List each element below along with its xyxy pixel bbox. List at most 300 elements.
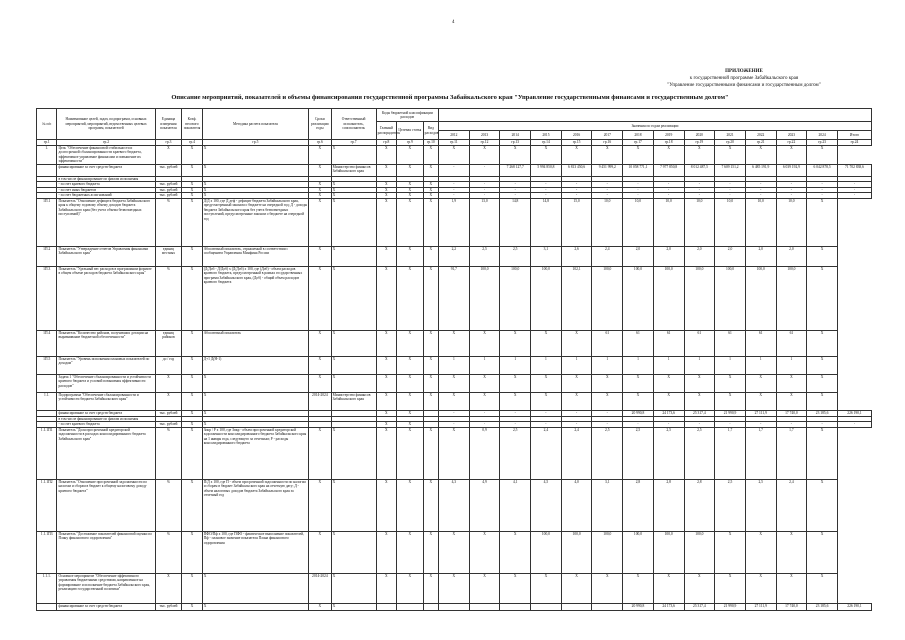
table-cell: X bbox=[182, 603, 202, 610]
table-row bbox=[37, 198, 872, 246]
table-cell: 2,8 bbox=[623, 479, 654, 531]
table-cell: 100,0 bbox=[684, 531, 715, 573]
table-cell: ПФО/Пф х 100, где ПФО - фактическое выполнение показателей, Пф - плановое значение показателя Плана финансового оздоровления bbox=[202, 531, 308, 573]
table-cell: X bbox=[397, 479, 424, 531]
table-cell: - bbox=[715, 193, 746, 198]
table-cell: X bbox=[623, 573, 654, 603]
table-cell: 2,5 bbox=[500, 427, 531, 479]
header-coef: Коэф. весового показателя bbox=[182, 109, 202, 140]
table-cell: X bbox=[592, 146, 623, 165]
table-cell: 2,4 bbox=[776, 479, 807, 531]
table-cell: 61 bbox=[745, 330, 776, 356]
table-cell: X bbox=[807, 246, 838, 266]
table-cell: - bbox=[592, 182, 623, 187]
table-cell: - bbox=[745, 193, 776, 198]
table-cell: X bbox=[182, 374, 202, 392]
table-cell: 2,0 bbox=[745, 246, 776, 266]
table-cell: 6 485 191,9 bbox=[745, 164, 776, 176]
table-cell: - bbox=[500, 193, 531, 198]
table-cell: X bbox=[531, 392, 562, 410]
table-cell: X bbox=[397, 198, 424, 246]
table-cell: 15,0 bbox=[561, 198, 592, 246]
table-cell: X bbox=[309, 427, 332, 479]
table-cell: X bbox=[397, 330, 424, 356]
table-cell: Цель "Обеспечение финансовой стабильности и долгосрочной сбалансированности краевого бюджета, эффективное управление финансами и повышение их эффективности" bbox=[57, 146, 155, 165]
table-cell: X bbox=[202, 182, 308, 187]
table-cell: - bbox=[592, 422, 623, 427]
table-cell: Показатель "Отношение дефицита бюджета Забайкальского края к общему годовому объему доходов бюджета Забайкальского края (без учета объема безвозмездных поступлений)" bbox=[57, 198, 155, 246]
table-cell: - bbox=[653, 193, 684, 198]
table-cell: - bbox=[592, 187, 623, 192]
table-cell: - bbox=[561, 187, 592, 192]
table-cell: 10,0 bbox=[592, 198, 623, 246]
table-cell: X bbox=[309, 198, 332, 246]
table-cell: X bbox=[776, 374, 807, 392]
table-cell: X bbox=[309, 246, 332, 266]
column-index-7: гр.8 bbox=[376, 140, 396, 146]
table-cell: X bbox=[807, 392, 838, 410]
column-index-17: гр.18 bbox=[653, 140, 684, 146]
table-cell: X bbox=[155, 573, 182, 603]
table-cell: - bbox=[500, 410, 531, 416]
table-cell: % bbox=[155, 266, 182, 330]
column-index-1: гр.2 bbox=[57, 140, 155, 146]
table-cell: 8 012 487,5 bbox=[684, 164, 715, 176]
column-index-11: гр.12 bbox=[469, 140, 500, 146]
table-cell: X bbox=[684, 146, 715, 165]
table-cell: - bbox=[592, 410, 623, 416]
table-cell: X bbox=[423, 392, 438, 410]
table-cell: 0,9 bbox=[469, 427, 500, 479]
table-cell: X bbox=[423, 374, 438, 392]
table-cell: 1 bbox=[469, 356, 500, 374]
table-cell: X bbox=[309, 193, 332, 198]
table-cell: - bbox=[439, 193, 470, 198]
table-cell: X bbox=[202, 422, 308, 427]
table-cell: X bbox=[182, 479, 202, 531]
header-code-3: Вид расходов bbox=[423, 122, 438, 140]
table-cell: X bbox=[397, 573, 424, 603]
table-cell: 2,5 bbox=[745, 479, 776, 531]
table-cell: X bbox=[439, 374, 470, 392]
table-cell: Показатель "Отношение просроченной задолженности по налогам и сборам в бюджет к общему налоговому доходу краевого бюджета" bbox=[57, 479, 155, 531]
table-cell: X bbox=[745, 531, 776, 573]
table-cell: X bbox=[500, 531, 531, 573]
table-cell: X bbox=[776, 392, 807, 410]
column-index-16: гр.17 bbox=[623, 140, 654, 146]
table-cell: 7 977 850,8 bbox=[653, 164, 684, 176]
table-cell: до / год bbox=[155, 356, 182, 374]
table-cell: 17 740,0 bbox=[776, 410, 807, 416]
table-cell: 2,5 bbox=[715, 479, 746, 531]
table-row bbox=[37, 392, 872, 410]
table-cell: 61 bbox=[715, 330, 746, 356]
table-cell: X bbox=[561, 573, 592, 603]
year-header-11: 2023 bbox=[776, 131, 807, 140]
table-cell: 100,0 bbox=[592, 266, 623, 330]
table-cell: - bbox=[653, 182, 684, 187]
table-cell: 10,0 bbox=[623, 198, 654, 246]
header-method: Методика расчета показателя bbox=[202, 109, 308, 140]
appendix-line-2: "Управление государственными финансами и государственным долгом" bbox=[667, 82, 821, 88]
table-cell: 102,1 bbox=[561, 266, 592, 330]
table-cell: 1 bbox=[684, 356, 715, 374]
table-cell: X bbox=[397, 164, 424, 176]
table-cell: - bbox=[684, 422, 715, 427]
table-cell: X bbox=[202, 193, 308, 198]
table-cell: X bbox=[397, 427, 424, 479]
table-cell: - за счет бюджетных ассигнований bbox=[57, 193, 155, 198]
table-cell: 2,2 bbox=[439, 246, 470, 266]
table-cell: X bbox=[745, 573, 776, 603]
table-cell bbox=[592, 603, 623, 610]
table-cell: 100,0 bbox=[623, 531, 654, 573]
table-cell: Д+1 Д(Н-1) bbox=[202, 356, 308, 374]
year-header-3: 2015 bbox=[531, 131, 562, 140]
table-cell: Абсолютный показатель, отражаемый в соответствии с сообщением Управления Минфина России bbox=[202, 246, 308, 266]
table-cell: X bbox=[182, 198, 202, 246]
column-index-8: гр.9 bbox=[397, 140, 424, 146]
table-cell: X bbox=[531, 374, 562, 392]
table-cell: - bbox=[776, 422, 807, 427]
table-cell: 24 173,6 bbox=[653, 603, 684, 610]
year-header-5: 2017 bbox=[592, 131, 623, 140]
table-cell: 4,3 bbox=[439, 479, 470, 531]
appendix-block bbox=[614, 69, 874, 89]
table-cell: 61 bbox=[653, 330, 684, 356]
table-cell: X bbox=[376, 427, 396, 479]
table-cell: X bbox=[531, 330, 562, 356]
table-cell: % bbox=[155, 427, 182, 479]
table-cell: 1.1.1П2 bbox=[37, 479, 57, 531]
table-cell bbox=[500, 603, 531, 610]
table-cell: 1 bbox=[592, 356, 623, 374]
header-name: Наименование целей, задач, подпрограмм, основных мероприятий, мероприятий, ведомственных целевых программ, показателей bbox=[57, 109, 155, 140]
table-cell: X bbox=[376, 410, 396, 416]
table-cell: - bbox=[715, 182, 746, 187]
table-cell: X bbox=[776, 146, 807, 165]
table-cell: X bbox=[376, 330, 396, 356]
table-cell: 2,0 bbox=[715, 246, 746, 266]
table-cell: X bbox=[309, 603, 332, 610]
table-cell: 17 740,0 bbox=[776, 603, 807, 610]
table-cell: X bbox=[715, 374, 746, 392]
table-cell: 1 bbox=[531, 356, 562, 374]
table-cell: 100,0 bbox=[531, 531, 562, 573]
table-cell: - bbox=[439, 410, 470, 416]
table-cell: X bbox=[592, 573, 623, 603]
table-cell: X bbox=[202, 146, 308, 165]
table-cell: X bbox=[423, 573, 438, 603]
table-cell: 9 451 999,2 bbox=[592, 164, 623, 176]
table-cell: 25 317,4 bbox=[684, 603, 715, 610]
table-cell: % bbox=[155, 531, 182, 573]
table-cell: X bbox=[439, 573, 470, 603]
table-cell: X bbox=[500, 392, 531, 410]
table-cell: Показатель "Количество районов, получивших дотации на выравнивание бюджетной обеспеченности" bbox=[57, 330, 155, 356]
table-cell: X bbox=[331, 193, 376, 198]
table-cell: X bbox=[423, 246, 438, 266]
table-cell: X bbox=[807, 374, 838, 392]
column-index-0: гр.1 bbox=[37, 140, 57, 146]
column-index-2: гр.3 bbox=[155, 140, 182, 146]
table-cell: X bbox=[376, 392, 396, 410]
year-header-2: 2014 bbox=[500, 131, 531, 140]
table-cell: X bbox=[439, 427, 470, 479]
table-cell: - bbox=[776, 187, 807, 192]
table-cell: % bbox=[155, 479, 182, 531]
table-cell: 10 058 771,1 bbox=[623, 164, 654, 176]
table-cell: X bbox=[423, 182, 438, 187]
table-cell: - bbox=[439, 182, 470, 187]
table-cell: X bbox=[439, 146, 470, 165]
table-row bbox=[37, 330, 872, 356]
table-cell: X bbox=[331, 182, 376, 187]
table-cell: 91,7 bbox=[439, 266, 470, 330]
table-row bbox=[37, 266, 872, 330]
year-header-7: 2019 bbox=[653, 131, 684, 140]
table-cell: 2,0 bbox=[684, 246, 715, 266]
table-cell: X bbox=[309, 356, 332, 374]
table-cell: - bbox=[623, 187, 654, 192]
table-cell: X bbox=[376, 198, 396, 246]
column-index-15: гр.16 bbox=[592, 140, 623, 146]
table-cell: X bbox=[715, 146, 746, 165]
table-cell: Показатель "Достижение показателей финансовой оценки по Плану финансового оздоровления" bbox=[57, 531, 155, 573]
header-unit: Единица измерения показателя bbox=[155, 109, 182, 140]
table-cell: 226 190,1 bbox=[837, 603, 871, 610]
table-cell: X bbox=[376, 479, 396, 531]
table-cell: финансирование за счет средств бюджета bbox=[57, 603, 155, 610]
table-cell: 10,0 bbox=[745, 198, 776, 246]
table-cell: 2014-2024 bbox=[309, 392, 332, 410]
column-index-5: гр.6 bbox=[309, 140, 332, 146]
table-cell: - bbox=[500, 187, 531, 192]
table-cell: 100,0 bbox=[776, 266, 807, 330]
table-cell: X bbox=[376, 266, 396, 330]
table-cell: X bbox=[469, 374, 500, 392]
table-cell: X bbox=[376, 246, 396, 266]
table-cell: X bbox=[423, 356, 438, 374]
table-cell: - bbox=[592, 193, 623, 198]
column-index-20: гр.21 bbox=[745, 140, 776, 146]
table-cell: 100,0 bbox=[745, 266, 776, 330]
column-index-14: гр.15 bbox=[561, 140, 592, 146]
table-cell: - bbox=[439, 187, 470, 192]
table-cell: - bbox=[623, 193, 654, 198]
table-row bbox=[37, 356, 872, 374]
header-code-1: Главный распорядитель bbox=[376, 122, 396, 140]
table-cell: X bbox=[376, 374, 396, 392]
table-cell: X bbox=[202, 392, 308, 410]
table-cell: - bbox=[684, 182, 715, 187]
table-cell: в том числе финансирование по фактам исполнения bbox=[57, 416, 155, 421]
table-cell: X bbox=[182, 193, 202, 198]
table-cell: X bbox=[376, 146, 396, 165]
table-cell: X bbox=[182, 164, 202, 176]
table-cell: Основное мероприятие "Обеспечение эффективного управления бюджетными средствами, направленное на формирование и исполнение бюджета Забайкальского края, реализацию государственной политики" bbox=[57, 573, 155, 603]
table-cell: X bbox=[182, 246, 202, 266]
table-cell: X bbox=[155, 392, 182, 410]
table-cell: X bbox=[745, 146, 776, 165]
table-cell: - bbox=[623, 422, 654, 427]
table-cell: 3,1 bbox=[592, 479, 623, 531]
table-cell: 14,8 bbox=[531, 198, 562, 246]
table-cell: X bbox=[469, 146, 500, 165]
header-codes: Коды бюджетной классификации расходов bbox=[376, 109, 438, 122]
table-row bbox=[37, 164, 872, 176]
table-cell: 100,0 bbox=[531, 266, 562, 330]
table-cell: - bbox=[561, 410, 592, 416]
table-cell: Абсолютный показатель bbox=[202, 330, 308, 356]
table-cell: X bbox=[182, 410, 202, 416]
table-cell: X bbox=[397, 146, 424, 165]
table-cell: X bbox=[376, 356, 396, 374]
table-cell: - bbox=[469, 164, 500, 176]
table-cell: - bbox=[837, 182, 871, 187]
table-cell: Подпрограмма "Обеспечение сбалансированности и устойчивости бюджета Забайкальского края" bbox=[57, 392, 155, 410]
table-cell: - bbox=[469, 193, 500, 198]
table-cell: 20 990,8 bbox=[623, 603, 654, 610]
table-cell: X bbox=[309, 187, 332, 192]
table-cell: X bbox=[376, 531, 396, 573]
table-cell: - bbox=[623, 182, 654, 187]
table-cell: - bbox=[561, 193, 592, 198]
table-row bbox=[37, 246, 872, 266]
table-cell: - bbox=[807, 187, 838, 192]
table-cell: X bbox=[500, 374, 531, 392]
table-row bbox=[37, 479, 872, 531]
table-cell: 61 bbox=[623, 330, 654, 356]
column-index-6: гр.7 bbox=[331, 140, 376, 146]
table-cell: X bbox=[623, 374, 654, 392]
table-row bbox=[37, 427, 872, 479]
table-cell: единиц местных bbox=[155, 246, 182, 266]
page-number: 4 bbox=[452, 20, 455, 25]
table-cell: - bbox=[439, 164, 470, 176]
table-cell: - bbox=[531, 410, 562, 416]
table-cell: X bbox=[397, 422, 424, 427]
table-cell: X bbox=[182, 427, 202, 479]
table-cell: X bbox=[397, 374, 424, 392]
table-cell: X bbox=[469, 573, 500, 603]
table-cell: X bbox=[331, 479, 376, 531]
table-cell: X bbox=[469, 392, 500, 410]
table-cell: 4,9 bbox=[469, 479, 500, 531]
header-values: Значения по годам реализации bbox=[439, 122, 872, 131]
table-cell: 1 bbox=[500, 356, 531, 374]
table-cell: % bbox=[155, 198, 182, 246]
table-cell: X bbox=[182, 330, 202, 356]
table-cell: X bbox=[776, 573, 807, 603]
table-cell: 1,9 bbox=[439, 198, 470, 246]
table-cell: X bbox=[397, 182, 424, 187]
table-cell: Министерство финансов Забайкальского края bbox=[331, 392, 376, 410]
table-cell: тыс. рублей bbox=[155, 422, 182, 427]
table-cell: 1 bbox=[715, 356, 746, 374]
table-cell: 7 268 127,7 bbox=[500, 164, 531, 176]
table-cell bbox=[439, 603, 470, 610]
table-cell: X bbox=[331, 573, 376, 603]
table-cell: - bbox=[469, 422, 500, 427]
year-header-13: Итого bbox=[837, 131, 871, 140]
table-cell: X bbox=[331, 330, 376, 356]
table-cell: 1П.1 bbox=[37, 198, 57, 246]
program-table bbox=[36, 108, 872, 611]
table-cell: X bbox=[202, 187, 308, 192]
table-row bbox=[37, 573, 872, 603]
table-cell: 4,5 bbox=[531, 479, 562, 531]
appendix-heading: ПРИЛОЖЕНИЕ bbox=[725, 69, 763, 74]
table-cell: 23 185,6 bbox=[807, 603, 838, 610]
table-cell: X bbox=[423, 427, 438, 479]
table-cell bbox=[37, 374, 57, 392]
table-cell: - bbox=[837, 187, 871, 192]
table-cell: - bbox=[469, 182, 500, 187]
table-cell: X bbox=[331, 531, 376, 573]
table-cell: - bbox=[684, 187, 715, 192]
table-cell bbox=[376, 603, 396, 610]
table-cell: X bbox=[331, 146, 376, 165]
table-cell: X bbox=[309, 479, 332, 531]
table-cell: - за счет иных бюджетов bbox=[57, 187, 155, 192]
table-cell: X bbox=[500, 573, 531, 603]
table-cell: - bbox=[653, 187, 684, 192]
header-no: № п/п bbox=[37, 109, 57, 140]
table-cell: 1 bbox=[561, 356, 592, 374]
table-cell: X bbox=[531, 146, 562, 165]
table-cell: - bbox=[561, 422, 592, 427]
table-cell: X bbox=[807, 531, 838, 573]
table-cell: X bbox=[309, 330, 332, 356]
table-cell: 10,0 bbox=[776, 198, 807, 246]
table-cell: 3,1 bbox=[531, 246, 562, 266]
table-cell bbox=[37, 603, 57, 610]
table-cell: 2,6 bbox=[561, 246, 592, 266]
table-cell: финансирование за счет средств бюджета bbox=[57, 410, 155, 416]
year-header-1: 2013 bbox=[469, 131, 500, 140]
table-cell: X bbox=[331, 246, 376, 266]
table-cell: 1.1.1. bbox=[37, 573, 57, 603]
table-cell: X bbox=[331, 374, 376, 392]
table-cell: X bbox=[397, 356, 424, 374]
table-cell: - bbox=[807, 193, 838, 198]
table-cell: X bbox=[469, 330, 500, 356]
table-cell: 7 609 151,2 bbox=[715, 164, 746, 176]
table-cell: - bbox=[745, 187, 776, 192]
table-cell: X bbox=[807, 198, 838, 246]
table-row bbox=[37, 374, 872, 392]
table-cell: тыс. рублей bbox=[155, 603, 182, 610]
table-cell: 1 bbox=[745, 356, 776, 374]
table-cell: X bbox=[423, 164, 438, 176]
table-cell: - bbox=[561, 182, 592, 187]
table-cell: 27 111,9 bbox=[745, 410, 776, 416]
column-index-13: гр.14 bbox=[531, 140, 562, 146]
table-row bbox=[37, 603, 872, 610]
table-cell: 1 bbox=[653, 356, 684, 374]
table-cell: 2,4 bbox=[531, 427, 562, 479]
table-cell: X bbox=[423, 187, 438, 192]
table-cell: - за счет краевого бюджета bbox=[57, 182, 155, 187]
table-cell: X bbox=[202, 374, 308, 392]
table-cell: 100,0 bbox=[684, 266, 715, 330]
table-cell: 13,0 bbox=[469, 198, 500, 246]
table-cell: X bbox=[561, 330, 592, 356]
table-cell: X bbox=[561, 146, 592, 165]
table-cell: X bbox=[807, 479, 838, 531]
table-cell: X bbox=[653, 374, 684, 392]
